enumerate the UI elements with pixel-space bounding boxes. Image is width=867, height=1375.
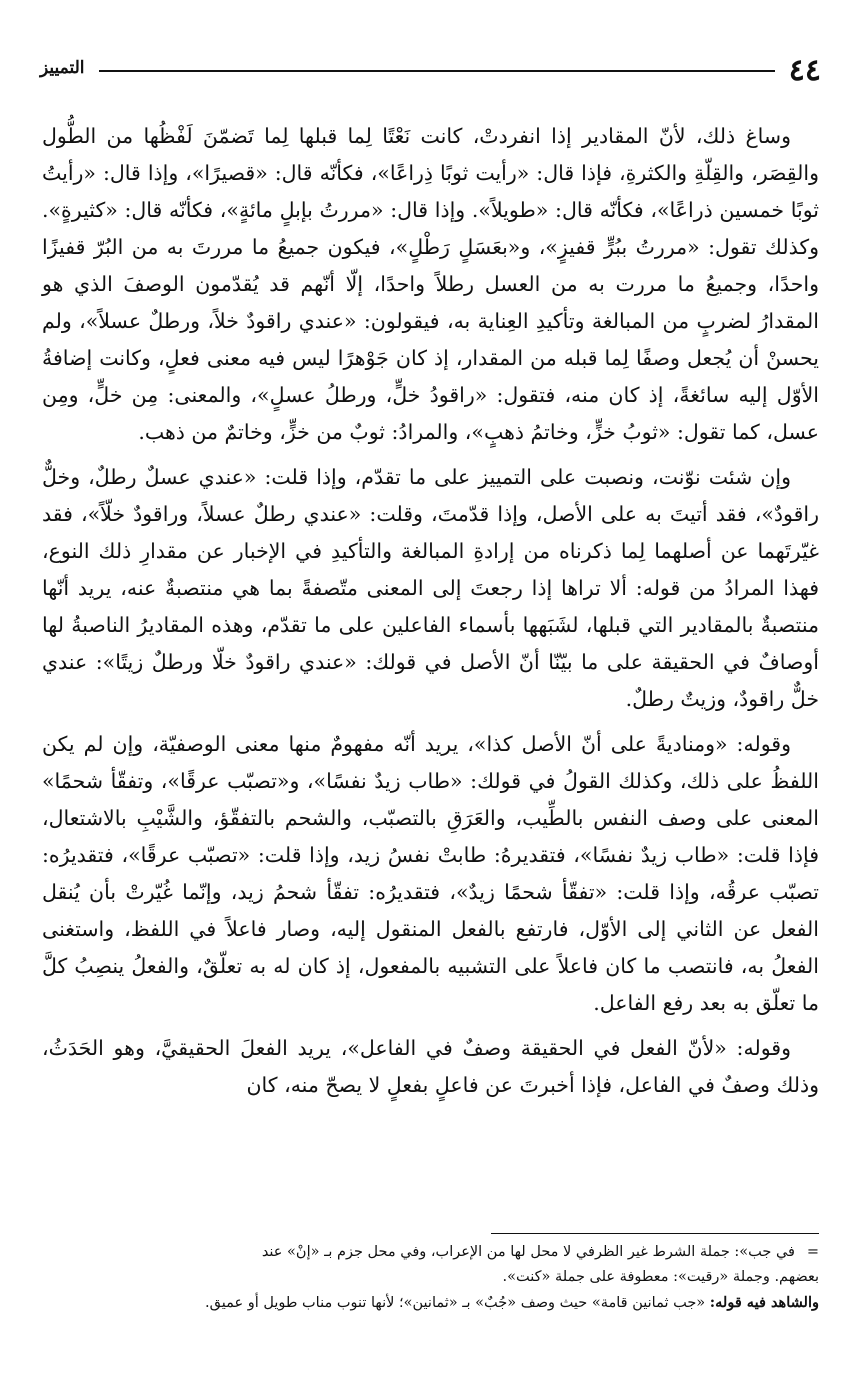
paragraph-1: وساغ ذلك، لأنّ المقادير إذا انفردتْ، كانت نَعْتًا لِما قبلها لِما تَضمّنَ لَفْظُها من الطُّول والقِصَر، والقِلّةِ والكثرةِ، فإذا قال: «رأيت ثوبًا ذِراعًا»، فكأنّه قال: «قصيرًا»، وإذا قال: «رأيتُ ثوبًا خمسين ذراعًا»، فكأنّه قال: «طويلاً». وإذا قال: «مررتُ بإبلٍ مائةٍ»، فكأنّه قال: «كثيرةٍ». وكذلك تقول: «مررتُ ببُرٍّ قفيزٍ»، و«بعَسَلٍ رَطْلٍ»، فيكون جميعُ ما مررتَ به من البُرّ قفيزًا واحدًا، وجميعُ ما مررت به من العسل رطلاً واحدًا، إلّا أنّهم قد يُقدّمون الوصفَ الذي هو المقدارُ لضربٍ من المبالغة وتأكيدِ العِناية به، فيقولون: «عندي راقودٌ خلاً، ورطلٌ عسلاً»، ولم يحسنْ أن يُجعل وصفًا لِما قبله من المقدار، إذ كان جَوْهرًا ليس فيه معنى فعلٍ، وكانت إضافةُ الأوّل إليه سائغةً، إذ كان منه، فتقول: «راقودُ خلٍّ، ورطلُ عسلٍ»، والمعنى: مِن خلٍّ، ومِن عسل، كما تقول: «ثوبُ خزٍّ، وخاتمُ ذهبٍ»، والمرادُ: ثوبٌ من خزٍّ، وخاتمٌ من ذهب. <box>42 124 819 444</box>
header-rule <box>99 70 775 72</box>
paragraph-3: وقوله: «ومناديةً على أنّ الأصل كذا»، يريد أنّه مفهومٌ منها معنى الوصفيّة، وإن لم يكن اللفظُ على ذلك، وكذلك القولُ في قولك: «طاب زيدٌ نفسًا»، و«تصبّب عرقًا»، وتفقّأ شحمًا» المعنى على وصف النفس بالطِّيب، والعَرَقِ بالتصبّب، والشحم بالتفقّؤ، والشَّيْبِ بالاشتعال، فإذا قلت: «طاب زيدٌ نفسًا»، فتقديرهُ: طابتْ نفسُ زيد، وإذا قلت: «تصبّب عرقًا»، فتقديرُه: تصبّب عرقُه، وإذا قلت: «تفقّأ شحمًا زيدٌ»، فتقديرُه: تفقّأ شحمُ زيد، وإنّما غُيّرتْ بأن يُنقل الفعل عن الثاني إلى الأوّل، فارتفع بالفعل المنقول إليه، وصار فاعلاً في اللفظ، واستغنى الفعلُ به، فانتصب ما كان فاعلاً على التشبيه بالمفعول، إذ كان له به تعلّقٌ، والفعلُ ينصِبُ كلَّ ما تعلّق به بعد رفع الفاعل. <box>42 732 819 1015</box>
footnote-line-1: في جب»: جملة الشرط غير الظرفي لا محل لها من الإعراب، وفي محل جزم بـ «إنْ» عند <box>261 1244 795 1260</box>
page-header <box>40 53 827 96</box>
footnote-separator <box>491 1233 819 1234</box>
running-title: التمييز <box>40 58 85 78</box>
paragraph-2: وإن شئت نوّنت، ونصبت على التمييز على ما تقدّم، وإذا قلت: «عندي عسلٌ رطلٌ، وخلٌّ راقودٌ»، فقد أتيتَ به على الأصل، وإذا قدّمتَ، وقلت: «عندي رطلٌ عسلاً، وراقودٌ خلّاً»، فقد غيّرتَهما عن أصلهما لِما ذكرناه من إرادةِ المبالغة والتأكيدِ في الإخبار عن مقدارِ ذلك النوع، فهذا المرادُ من قوله: ألا تراها إذا رجعتَ إلى المعنى متّصفةً بما هي منتصبةٌ عنه، يريد أنّها منتصبةٌ بالمقادير التي قبلها، لشَبَهها بأسماء الفاعلين على ما تقدّم، وهذه المقاديرُ الناصبةُ لها أوصافٌ في الحقيقة على ما بيّنّا أنّ الأصل في قولك: «عندي راقودٌ خلّا ورطلٌ زيتًا»: عندي خلٌّ راقودٌ، وزيتٌ رطلٌ. <box>42 465 819 711</box>
paragraph-4: وقوله: «لأنّ الفعل في الحقيقة وصفٌ في الفاعل»، يريد الفعلَ الحقيقيَّ، وهو الحَدَثُ، وذلك وصفٌ في الفاعل، فإذا أخبرتَ عن فاعلٍ بفعلٍ لا يصحّ منه، كان <box>42 1036 819 1097</box>
page-number: ٤٤ <box>788 53 821 88</box>
body-text <box>42 118 819 1112</box>
footnote-line-2: بعضهم. وجملة «رقيت»: معطوفة على جملة «كنت». <box>502 1269 819 1285</box>
witness-label: والشاهد فيه قوله: <box>709 1294 819 1311</box>
footnote-witness <box>42 1290 819 1316</box>
continuation-mark: = <box>806 1244 819 1260</box>
footnote-continuation <box>42 1240 819 1265</box>
witness-text: «جب ثمانين قامة» حيث وصف «جُبٌ» بـ «ثمانين»؛ لأنها تنوب مناب طويل أو عميق. <box>205 1295 706 1311</box>
footnotes <box>42 1240 819 1316</box>
